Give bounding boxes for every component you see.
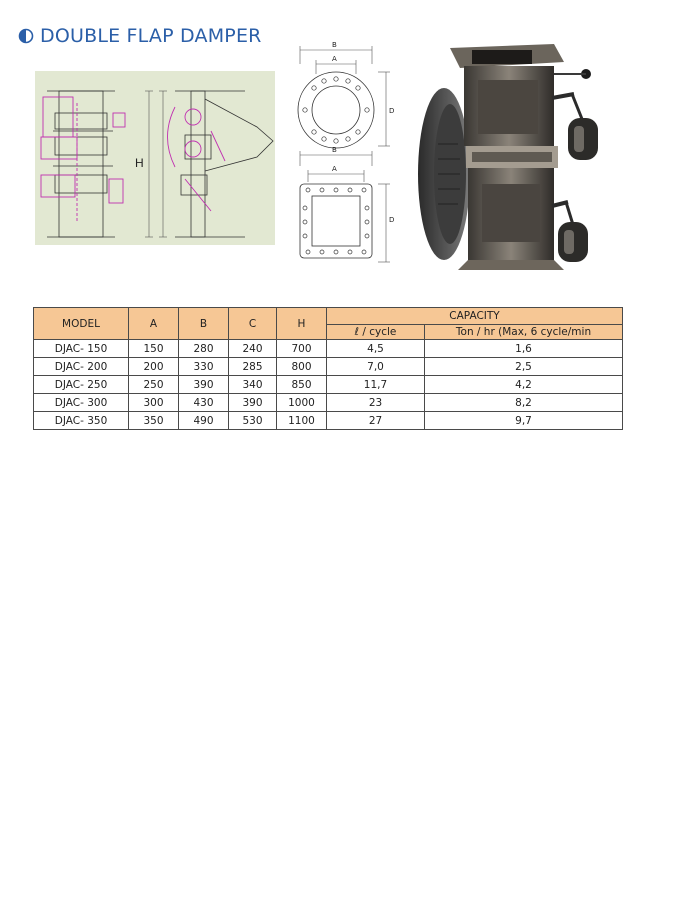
header-model: MODEL <box>34 308 129 340</box>
flange-drawing <box>286 36 402 264</box>
side-view-drawing <box>35 71 275 245</box>
table-row <box>34 376 623 394</box>
dimension-a-label-2: A <box>332 165 337 173</box>
cell-t: 9,7 <box>425 412 623 430</box>
cell-h: 850 <box>277 376 327 394</box>
half-circle-icon <box>18 28 34 44</box>
cell-b: 330 <box>179 358 229 376</box>
spec-table <box>33 307 623 430</box>
cell-l: 27 <box>327 412 425 430</box>
cell-h: 1000 <box>277 394 327 412</box>
cell-h: 1100 <box>277 412 327 430</box>
dimension-h-label: H <box>135 156 144 170</box>
cell-t: 8,2 <box>425 394 623 412</box>
cell-t: 1,6 <box>425 340 623 358</box>
product-photo <box>414 34 614 272</box>
dimension-b-label-2: B <box>332 146 337 154</box>
header-capacity-liter: ℓ / cycle <box>327 325 425 340</box>
cell-a: 150 <box>129 340 179 358</box>
cell-h: 700 <box>277 340 327 358</box>
cell-b: 490 <box>179 412 229 430</box>
dimension-b-label: B <box>332 41 337 49</box>
cell-h: 800 <box>277 358 327 376</box>
dimension-d-label: D <box>389 107 395 115</box>
cell-b: 390 <box>179 376 229 394</box>
table-row <box>34 394 623 412</box>
header-capacity: CAPACITY <box>327 308 623 325</box>
header-h: H <box>277 308 327 340</box>
cell-model: DJAC- 350 <box>34 412 129 430</box>
header-c: C <box>229 308 277 340</box>
cell-t: 4,2 <box>425 376 623 394</box>
cell-model: DJAC- 150 <box>34 340 129 358</box>
cell-l: 11,7 <box>327 376 425 394</box>
header-capacity-ton: Ton / hr (Max, 6 cycle/min <box>425 325 623 340</box>
cell-model: DJAC- 250 <box>34 376 129 394</box>
cell-a: 250 <box>129 376 179 394</box>
page-title <box>18 24 262 48</box>
cell-a: 200 <box>129 358 179 376</box>
cell-c: 285 <box>229 358 277 376</box>
table-row <box>34 358 623 376</box>
dimension-d-label-2: D <box>389 216 395 224</box>
header-b: B <box>179 308 229 340</box>
cell-c: 240 <box>229 340 277 358</box>
table-row <box>34 340 623 358</box>
cell-l: 7,0 <box>327 358 425 376</box>
cell-c: 390 <box>229 394 277 412</box>
cell-t: 2,5 <box>425 358 623 376</box>
title-text: DOUBLE FLAP DAMPER <box>40 25 262 47</box>
cell-c: 530 <box>229 412 277 430</box>
cell-a: 350 <box>129 412 179 430</box>
table-row <box>34 412 623 430</box>
cell-l: 23 <box>327 394 425 412</box>
cell-model: DJAC- 300 <box>34 394 129 412</box>
cell-l: 4,5 <box>327 340 425 358</box>
header-a: A <box>129 308 179 340</box>
cell-a: 300 <box>129 394 179 412</box>
cell-model: DJAC- 200 <box>34 358 129 376</box>
dimension-a-label: A <box>332 55 337 63</box>
cell-c: 340 <box>229 376 277 394</box>
cell-b: 430 <box>179 394 229 412</box>
cell-b: 280 <box>179 340 229 358</box>
